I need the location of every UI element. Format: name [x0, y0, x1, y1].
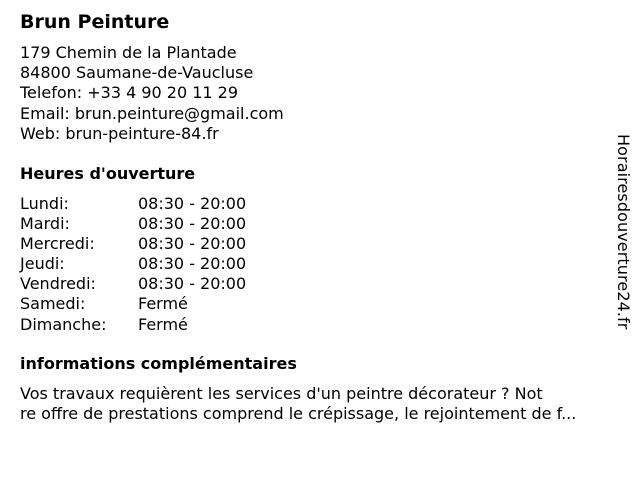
- hours-row-friday: [20, 274, 320, 294]
- day-label: Mardi:: [20, 214, 70, 234]
- hours-row-thursday: [20, 254, 320, 274]
- hours-row-monday: [20, 194, 320, 214]
- hours-row-saturday: [20, 294, 320, 314]
- email-text: Email: brun.peinture@gmail.com: [20, 103, 284, 123]
- additional-info-heading: informations complémentaires: [20, 354, 297, 373]
- day-hours: 08:30 - 20:00: [138, 274, 247, 294]
- day-hours: 08:30 - 20:00: [138, 194, 247, 213]
- info-line-2: re offre de prestations comprend le crépissage, le rejointement de f...: [20, 404, 577, 423]
- web-text: Web: brun-peinture-84.fr: [20, 123, 219, 143]
- day-label: Jeudi:: [20, 254, 65, 274]
- opening-hours-table: [20, 194, 320, 335]
- contact-block: [20, 43, 284, 144]
- day-hours: Fermé: [138, 314, 188, 334]
- day-hours: 08:30 - 20:00: [138, 234, 247, 254]
- day-hours: 08:30 - 20:00: [138, 254, 247, 274]
- day-hours: Fermé: [138, 294, 188, 314]
- hours-row-tuesday: [20, 214, 320, 234]
- additional-info-text: [20, 384, 630, 424]
- day-label: Samedi:: [20, 294, 86, 314]
- address-line-1: 179 Chemin de la Plantade: [20, 43, 237, 62]
- opening-hours-heading: Heures d'ouverture: [20, 164, 196, 183]
- business-name: Brun Peinture: [20, 11, 170, 33]
- day-label: Vendredi:: [20, 274, 96, 294]
- info-line-1: Vos travaux requièrent les services d'un peintre décorateur ? Not: [20, 384, 543, 403]
- address-line-2: 84800 Saumane-de-Vaucluse: [20, 63, 254, 83]
- hours-row-wednesday: [20, 234, 320, 254]
- site-watermark: Horairesdouverture24.fr: [614, 134, 633, 330]
- day-label: Lundi:: [20, 194, 69, 213]
- day-label: Mercredi:: [20, 234, 95, 254]
- day-label: Dimanche:: [20, 314, 107, 334]
- day-hours: 08:30 - 20:00: [138, 214, 247, 234]
- hours-row-sunday: [20, 315, 320, 335]
- phone-text: Telefon: +33 4 90 20 11 29: [20, 83, 239, 103]
